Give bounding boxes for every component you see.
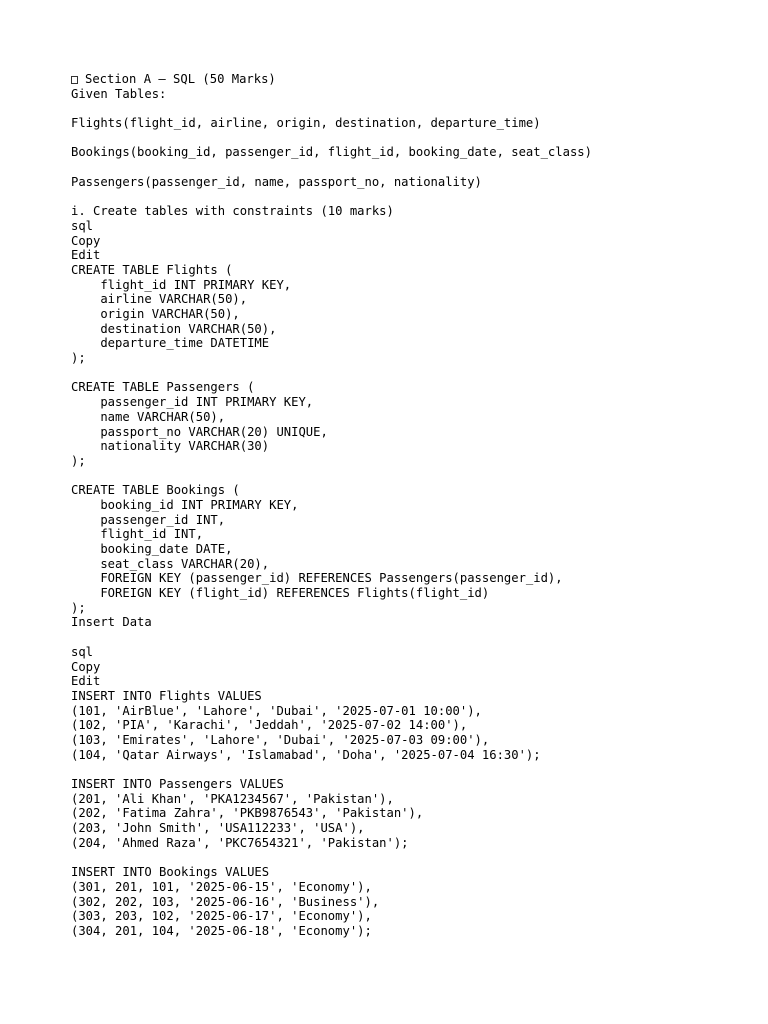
table-schema-passengers: Passengers(passenger_id, name, passport_no, nationality) — [71, 174, 482, 189]
code-line: (302, 202, 103, '2025-06-16', 'Business'), — [71, 894, 380, 909]
edit-button[interactable]: Edit — [71, 248, 101, 263]
code-line: (202, 'Fatima Zahra', 'PKB9876543', 'Pakistan'), — [71, 806, 424, 821]
code-line: passport_no VARCHAR(20) UNIQUE, — [71, 424, 328, 439]
spacer — [71, 190, 751, 205]
code-line — [71, 469, 751, 484]
copy-button[interactable]: Copy — [71, 659, 101, 674]
code-language-label: sql — [71, 218, 94, 233]
code-line: INSERT INTO Flights VALUES — [71, 688, 262, 703]
code-line: (104, 'Qatar Airways', 'Islamabad', 'Doha', '2025-07-04 16:30'); — [71, 747, 541, 762]
code-language-label: sql — [71, 644, 94, 659]
code-line — [71, 850, 751, 865]
code-line: origin VARCHAR(50), — [71, 307, 240, 321]
copy-button[interactable]: Copy — [71, 233, 101, 248]
code-line: (303, 203, 102, '2025-06-17', 'Economy'), — [71, 909, 372, 924]
code-line: ); — [71, 453, 86, 468]
code-line: nationality VARCHAR(30) — [71, 439, 270, 454]
edit-button[interactable]: Edit — [71, 674, 101, 689]
code-line: (301, 201, 101, '2025-06-15', 'Economy'), — [71, 879, 372, 894]
code-line: booking_id INT PRIMARY KEY, — [71, 497, 299, 512]
code-line: ); — [71, 600, 86, 615]
code-line: passenger_id INT, — [71, 512, 226, 527]
code-line: booking_date DATE, — [71, 542, 233, 556]
insert-data-heading: Insert Data — [71, 615, 152, 630]
code-block-create-tables — [71, 219, 751, 616]
code-line: departure_time DATETIME — [71, 336, 270, 351]
code-line: FOREIGN KEY (passenger_id) REFERENCES Passengers(passenger_id), — [71, 571, 563, 586]
spacer — [71, 131, 751, 146]
code-line: seat_class VARCHAR(20), — [71, 556, 270, 571]
code-line: (203, 'John Smith', 'USA112233', 'USA'), — [71, 821, 365, 836]
document-page — [71, 72, 751, 939]
given-tables-label: Given Tables: — [71, 86, 167, 101]
code-line: (201, 'Ali Khan', 'PKA1234567', 'Pakistan'), — [71, 791, 394, 806]
code-line — [71, 762, 751, 777]
code-line: CREATE TABLE Flights ( — [71, 262, 233, 277]
code-line: ); — [71, 351, 86, 366]
code-line: (304, 201, 104, '2025-06-18', 'Economy'); — [71, 923, 372, 938]
spacer — [71, 630, 751, 645]
question-create-tables: i. Create tables with constraints (10 marks) — [71, 204, 394, 219]
code-line: CREATE TABLE Passengers ( — [71, 380, 255, 395]
code-block-insert-data — [71, 645, 751, 939]
section-heading — [71, 72, 751, 87]
code-line: CREATE TABLE Bookings ( — [71, 483, 240, 498]
code-line: FOREIGN KEY (flight_id) REFERENCES Flights(flight_id) — [71, 586, 490, 601]
code-line: flight_id INT, — [71, 527, 204, 542]
code-line: (204, 'Ahmed Raza', 'PKC7654321', 'Pakistan'); — [71, 835, 409, 850]
code-line: INSERT INTO Passengers VALUES — [71, 777, 284, 791]
checkbox-glyph-icon — [71, 76, 78, 84]
code-line — [71, 366, 751, 381]
section-title: Section A – SQL (50 Marks) — [85, 72, 276, 86]
code-lines — [71, 263, 751, 616]
code-line: passenger_id INT PRIMARY KEY, — [71, 395, 314, 410]
code-line: (102, 'PIA', 'Karachi', 'Jeddah', '2025-07-02 14:00'), — [71, 718, 468, 733]
code-lines — [71, 689, 751, 939]
code-line: airline VARCHAR(50), — [71, 292, 248, 307]
spacer — [71, 160, 751, 175]
code-line: name VARCHAR(50), — [71, 409, 226, 424]
code-line: INSERT INTO Bookings VALUES — [71, 865, 270, 880]
spacer — [71, 101, 751, 116]
code-line: flight_id INT PRIMARY KEY, — [71, 277, 292, 292]
code-line: (103, 'Emirates', 'Lahore', 'Dubai', '2025-07-03 09:00'), — [71, 732, 490, 747]
table-schema-bookings: Bookings(booking_id, passenger_id, flight_id, booking_date, seat_class) — [71, 145, 592, 160]
table-schema-flights: Flights(flight_id, airline, origin, destination, departure_time) — [71, 116, 541, 131]
code-line: destination VARCHAR(50), — [71, 321, 277, 336]
code-line: (101, 'AirBlue', 'Lahore', 'Dubai', '2025-07-01 10:00'), — [71, 703, 482, 718]
